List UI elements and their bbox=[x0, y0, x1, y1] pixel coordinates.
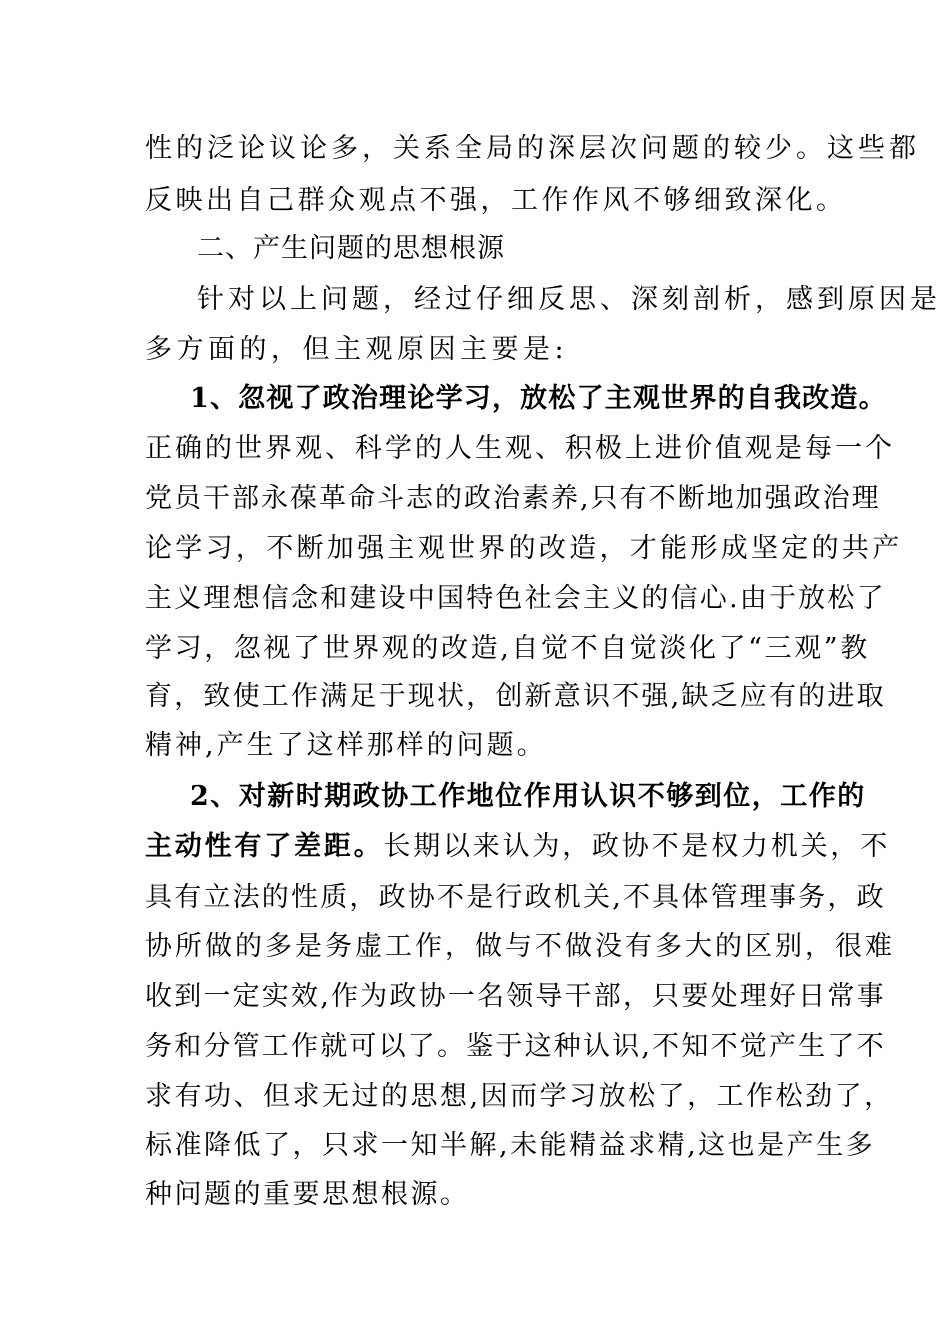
text-line bbox=[197, 273, 950, 327]
text-line bbox=[145, 970, 950, 1024]
text-run: 1、忽视了政治理论学习，放松了主观世界的自我改造。 bbox=[190, 383, 887, 414]
text-run: 精神,产生了这样那样的问题。 bbox=[145, 730, 547, 761]
text-line bbox=[145, 323, 950, 377]
text-run: 协所做的多是务虚工作，做与不做没有多大的区别，很难 bbox=[145, 931, 895, 962]
text-line bbox=[145, 1070, 950, 1124]
text-line bbox=[145, 719, 950, 773]
text-run: 正确的世界观、科学的人生观、积极上进价值观是每一个 bbox=[145, 433, 895, 464]
section-heading bbox=[197, 222, 950, 276]
text-run: 求有功、但求无过的思想,因而学习放松了，工作松劲了， bbox=[145, 1081, 894, 1112]
text-line bbox=[145, 820, 950, 874]
text-line bbox=[145, 871, 950, 925]
text-run: 种问题的重要思想根源。 bbox=[145, 1179, 470, 1210]
text-line bbox=[145, 622, 950, 676]
text-run: 二、产生问题的思想根源 bbox=[197, 233, 505, 264]
text-line bbox=[145, 1119, 950, 1173]
text-run: 论学习，不断加强主观世界的改造，才能形成坚定的共产 bbox=[145, 533, 903, 564]
text-line bbox=[145, 174, 950, 228]
text-run: 具有立法的性质，政协不是行政机关,不具体管理事务，政 bbox=[145, 882, 886, 913]
text-run: 针对以上问题，经过仔细反思、深刻剖析，感到原因是 bbox=[197, 284, 941, 315]
text-run: 标准降低了，只求一知半解,未能精益求精,这也是产生多 bbox=[145, 1130, 876, 1161]
text-line bbox=[145, 572, 950, 626]
point-heading-tail: 主动性有了差距。 bbox=[145, 831, 384, 862]
text-run: 育，致使工作满足于现状，创新意识不强,缺乏应有的进取 bbox=[145, 681, 886, 712]
text-run: 性的泛论议论多，关系全局的深层次问题的较少。这些都 bbox=[145, 133, 920, 164]
text-line bbox=[145, 422, 950, 476]
text-run: 多方面的，但主观原因主要是: bbox=[145, 334, 569, 365]
text-line bbox=[145, 472, 950, 526]
text-line bbox=[145, 522, 950, 576]
text-run: 务和分管工作就可以了。鉴于这种认识,不知不觉产生了不 bbox=[145, 1031, 886, 1062]
text-line bbox=[145, 920, 950, 974]
point-heading bbox=[190, 770, 950, 824]
text-run: 收到一定实效,作为政协一名领导干部，只要处理好日常事 bbox=[145, 981, 886, 1012]
text-run: 2、对新时期政协工作地位作用认识不够到位，工作的 bbox=[190, 781, 866, 812]
text-run: 党员干部永葆革命斗志的政治素养,只有不断地加强政治理 bbox=[145, 483, 881, 514]
text-line bbox=[145, 670, 950, 724]
text-run: 学习，忽视了世界观的改造,自觉不自觉淡化了“三观”教 bbox=[145, 633, 870, 664]
text-run: 长期以来认为，政协不是权力机关，不 bbox=[383, 831, 891, 862]
text-line bbox=[145, 122, 950, 176]
text-line bbox=[145, 1168, 950, 1222]
text-run: 主义理想信念和建设中国特色社会主义的信心.由于放松了 bbox=[145, 583, 886, 614]
point-heading bbox=[190, 372, 950, 426]
text-run: 反映出自己群众观点不强，工作作风不够细致深化。 bbox=[145, 185, 847, 216]
text-line bbox=[145, 1020, 950, 1074]
